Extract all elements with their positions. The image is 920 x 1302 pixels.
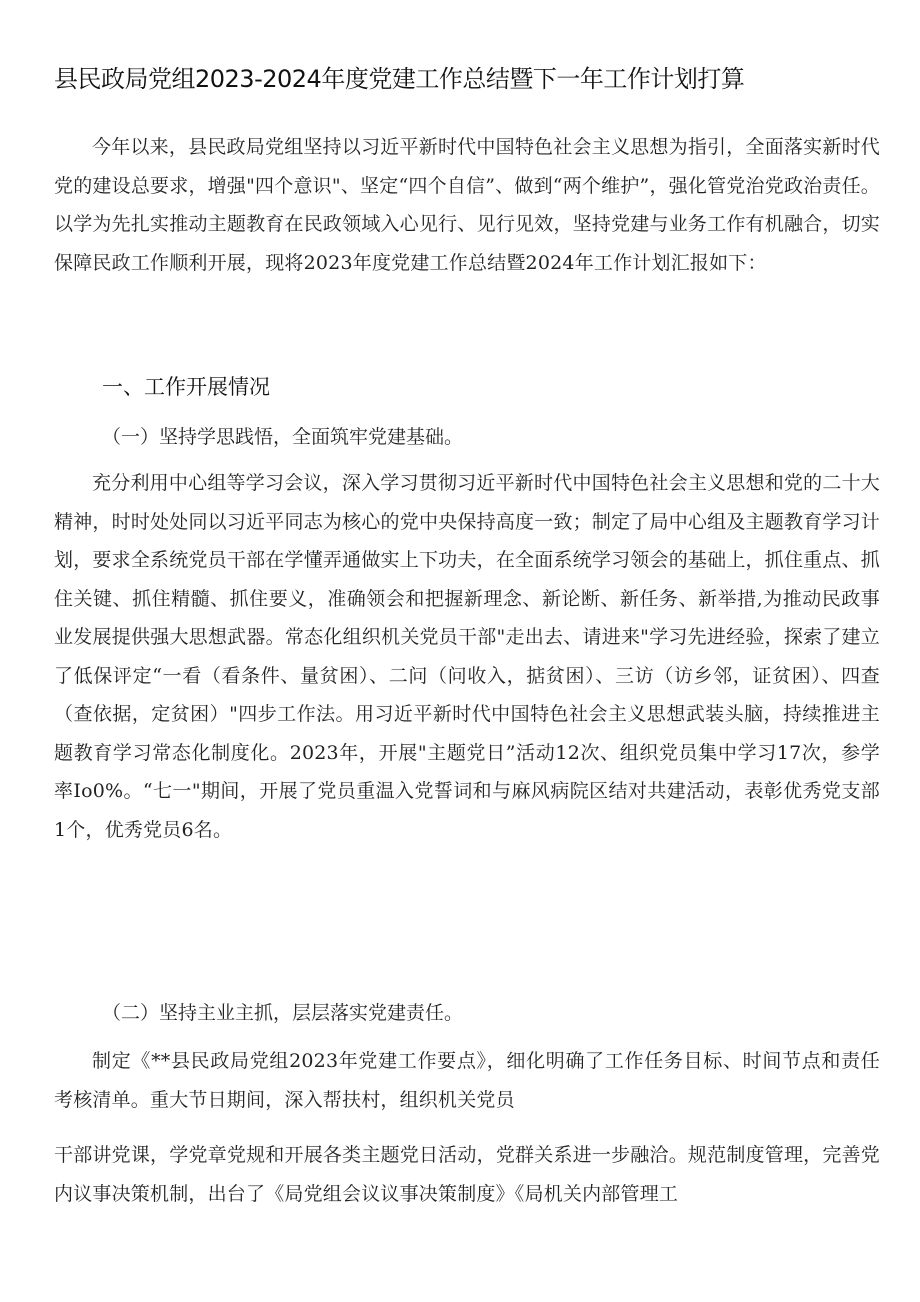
section-heading-work-status: 一、工作开展情况 <box>102 375 270 399</box>
subsection-heading-2: （二）坚持主业主抓，层层落实党建责任。 <box>102 1002 464 1024</box>
subsection-1-body: 充分利用中心组等学习会议，深入学习贯彻习近平新时代中国特色社会主义思想和党的二十大精神，时时处处同以习近平同志为核心的党中央保持高度一致；制定了局中心组及主题教育学习计划，要求全系统党员干部在学懂弄通做实上下功夫，在全面系统学习领会的基础上，抓住重点、抓住关键、抓住精髓、抓住要义，准确领会和把握新理念、新论断、新任务、新举措,为推动民政事业发展提供强大思想武器。常态化组织机关党员干部"走出去、请进来"学习先进经验，探索了建立了低保评定“一看（看条件、量贫困）、二问（问收入，掂贫困）、三访（访乡邻，证贫困）、四查（查依据，定贫困）"四步工作法。用习近平新时代中国特色社会主义思想武装头脑，持续推进主题教育学习常态化制度化。2023年，开展"主题党日”活动12次、组织党员集中学习17次，参学率Io0%。“七一"期间，开展了党员重温入党誓词和与麻风病院区结对共建活动，表彰优秀党支部1个，优秀党员6名。 <box>54 472 880 841</box>
subsection-heading-1: （一）坚持学思践悟，全面筑牢党建基础。 <box>102 426 464 448</box>
intro-paragraph: 今年以来，县民政局党组坚持以习近平新时代中国特色社会主义思想为指引，全面落实新时代党的建设总要求，增强"四个意识"、坚定“四个自信”、做到“两个维护”，强化管党治党政治责任。以学为先扎实推动主题教育在民政领域入心见行、见行见效，坚持党建与业务工作有机融合，切实保障民政工作顺利开展，现将2023年度党建工作总结暨2024年工作计划汇报如下： <box>54 136 880 274</box>
document-title: 县民政局党组2023-2024年度党建工作总结暨下一年工作计划打算 <box>54 65 745 93</box>
subsection-2-body-b: 干部讲党课，学党章党规和开展各类主题党日活动，党群关系进一步融洽。规范制度管理，完善党内议事决策机制，出台了《局党组会议议事决策制度》《局机关内部管理工 <box>54 1144 880 1205</box>
subsection-2-body-a: 制定《**县民政局党组2023年党建工作要点》，细化明确了工作任务目标、时间节点和责任考核清单。重大节日期间，深入帮扶村，组织机关党员 <box>54 1050 880 1111</box>
